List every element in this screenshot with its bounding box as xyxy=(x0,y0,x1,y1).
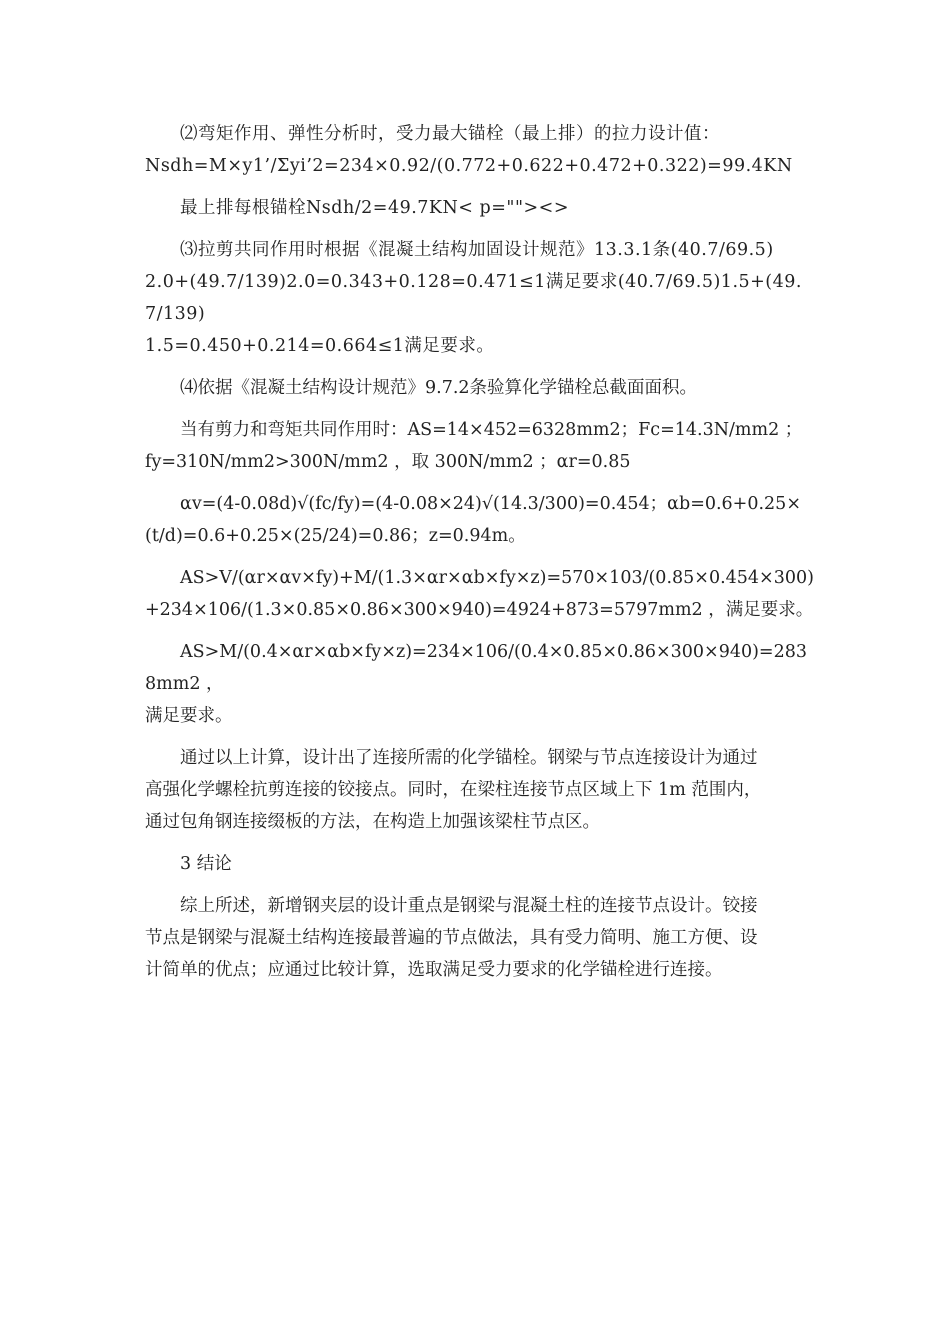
text-line: 通过以上计算，设计出了连接所需的化学锚栓。钢梁与节点连接设计为通过 xyxy=(180,748,758,768)
text-line: 满足要求。 xyxy=(145,706,233,726)
text-line: Nsdh=M×y1’/Σyi’2=234×0.92/(0.772+0.622+0.472+0.322)=99.4KN xyxy=(145,156,793,176)
text-line: (t/d)=0.6+0.25×(25/24)=0.86；z=0.94m。 xyxy=(145,526,526,546)
paragraph-conclusion xyxy=(145,890,815,986)
text-line: AS>M/(0.4×αr×αb×fy×z)=234×106/(0.4×0.85×0.86×300×940)=2838mm2 ， xyxy=(145,642,807,694)
section-heading-conclusion: 3 结论 xyxy=(180,854,232,874)
text-line: ⑷依据《混凝土结构设计规范》9.7.2条验算化学锚栓总截面面积。 xyxy=(180,378,698,398)
text-line: ⑵弯矩作用、弹性分析时，受力最大锚栓（最上排）的拉力设计值： xyxy=(180,124,720,144)
text-line: 计简单的优点；应通过比较计算，选取满足受力要求的化学锚栓进行连接。 xyxy=(145,960,723,980)
text-line: 最上排每根锚栓Nsdh/2=49.7KN< p=""><> xyxy=(180,198,569,218)
text-line: 2.0+(49.7/139)2.0=0.343+0.128=0.471≤1满足要求(40.7/69.5)1.5+(49.7/139) xyxy=(145,272,802,324)
paragraph-anchor-tension xyxy=(145,118,815,182)
text-line: 当有剪力和弯矩共同作用时：AS=14×452=6328mm2；Fc=14.3N/mm2 ； xyxy=(180,420,803,440)
document-body xyxy=(145,118,815,996)
text-line: +234×106/(1.3×0.85×0.86×300×940)=4924+873=5797mm2 ，满足要求。 xyxy=(145,600,814,620)
paragraph-area-check-1 xyxy=(145,562,815,626)
paragraph-code-check xyxy=(145,372,815,404)
paragraph-tension-shear xyxy=(145,234,815,362)
text-line: 1.5=0.450+0.214=0.664≤1满足要求。 xyxy=(145,336,495,356)
text-line: 高强化学螺栓抗剪连接的铰接点。同时，在梁柱连接节点区域上下 1m 范围内， xyxy=(145,780,762,800)
paragraph-area-check-2 xyxy=(145,636,815,732)
paragraph-top-row-anchor xyxy=(145,192,815,224)
text-line: ⑶拉剪共同作用时根据《混凝土结构加固设计规范》13.3.1条(40.7/69.5) xyxy=(180,240,774,260)
paragraph-shear-moment xyxy=(145,414,815,478)
text-line: AS>V/(αr×αv×fy)+M/(1.3×αr×αb×fy×z)=570×103/(0.85×0.454×300) xyxy=(180,568,814,588)
text-line: 通过包角钢连接缀板的方法，在构造上加强该梁柱节点区。 xyxy=(145,812,600,832)
text-line: αv=(4-0.08d)√(fc/fy)=(4-0.08×24)√(14.3/300)=0.454；αb=0.6+0.25× xyxy=(180,494,801,514)
paragraph-summary xyxy=(145,742,815,838)
text-line: 节点是钢梁与混凝土结构连接最普遍的节点做法，具有受力简明、施工方便、设 xyxy=(145,928,758,948)
paragraph-coefficients xyxy=(145,488,815,552)
text-line: fy=310N/mm2>300N/mm2 ，取 300N/mm2 ；αr=0.85 xyxy=(145,452,631,472)
text-line: 综上所述，新增钢夹层的设计重点是钢梁与混凝土柱的连接节点设计。铰接 xyxy=(180,896,758,916)
